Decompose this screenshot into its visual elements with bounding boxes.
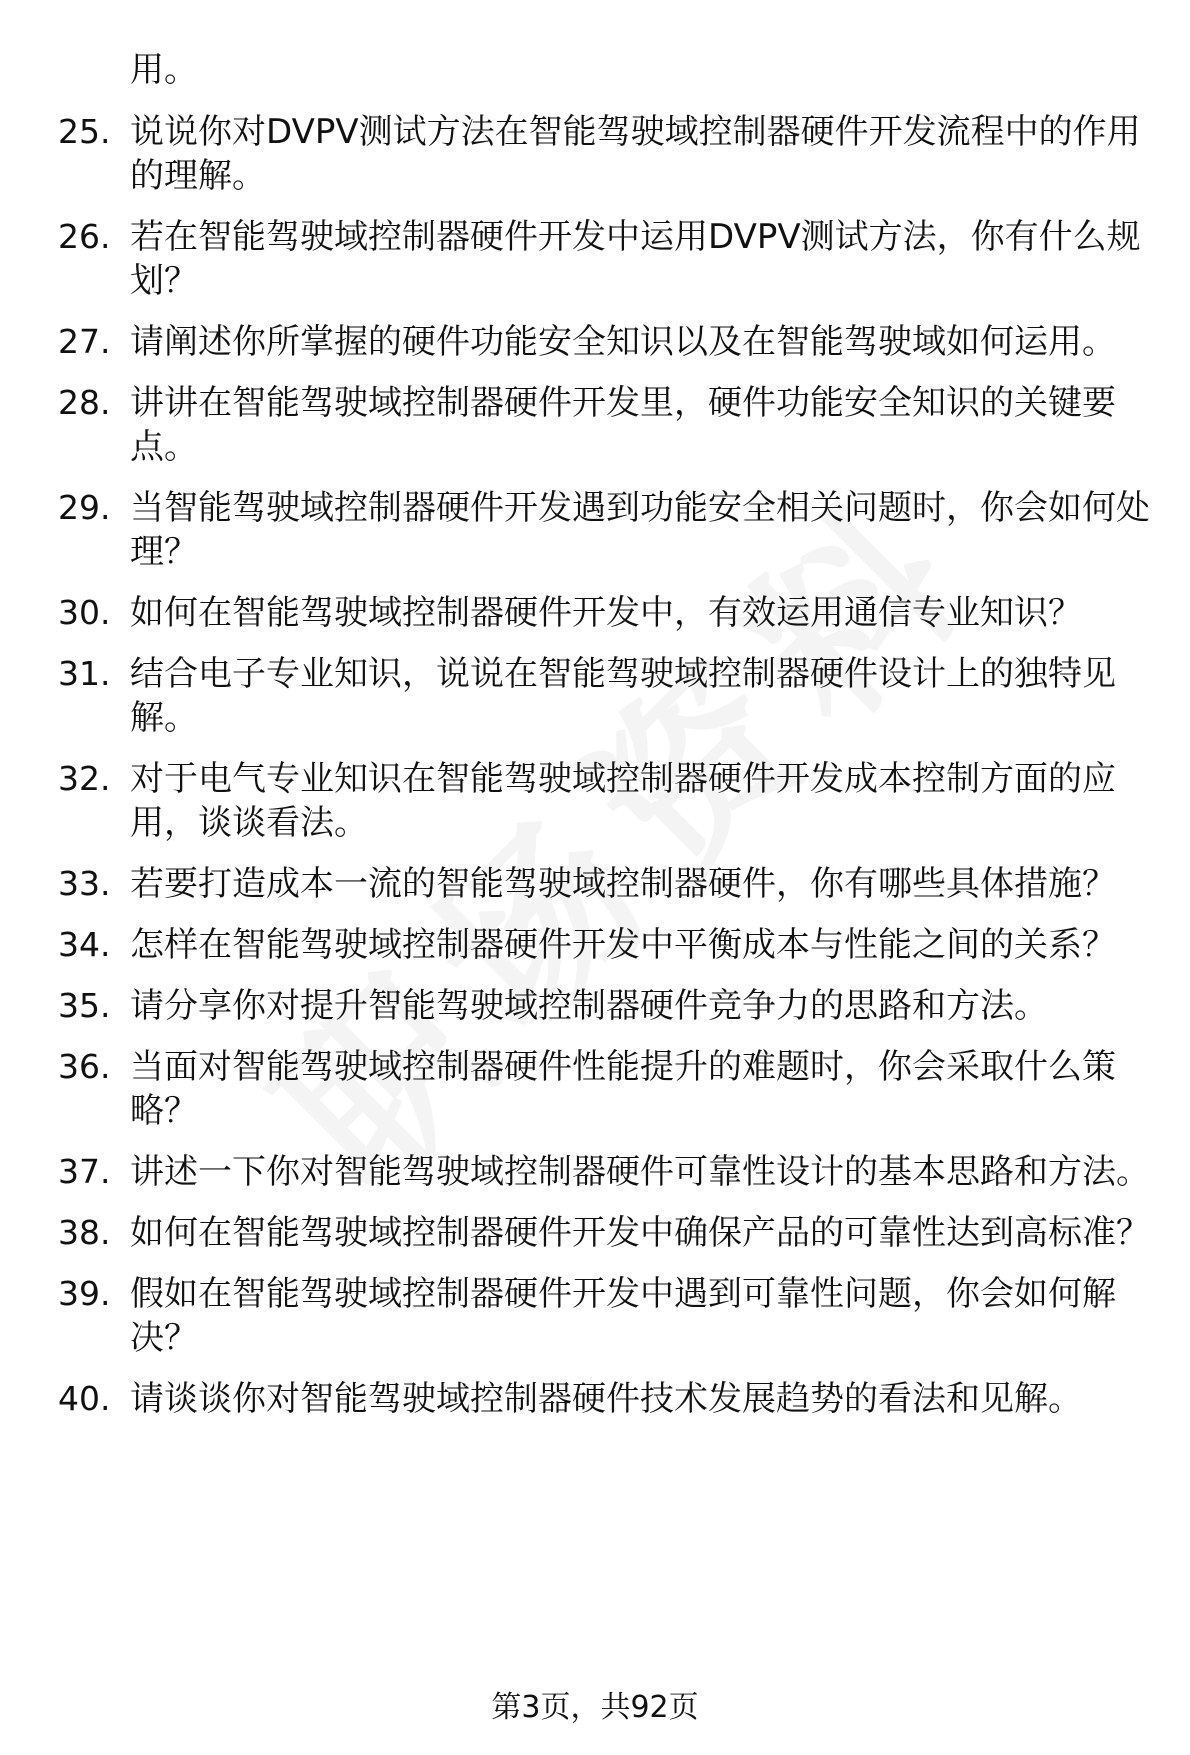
question-number: 33. bbox=[58, 864, 111, 903]
question-text: 若要打造成本一流的智能驾驶域控制器硬件，你有哪些具体措施？ bbox=[130, 864, 1116, 904]
question-text: 当智能驾驶域控制器硬件开发遇到功能安全相关问题时，你会如何处理？ bbox=[130, 488, 1150, 572]
list-item bbox=[0, 110, 1190, 198]
list-item bbox=[0, 923, 1190, 967]
question-text: 请谈谈你对智能驾驶域控制器硬件技术发展趋势的看法和见解。 bbox=[130, 1379, 1082, 1419]
list-item bbox=[0, 1272, 1190, 1360]
question-text: 请阐述你所掌握的硬件功能安全知识以及在智能驾驶域如何运用。 bbox=[130, 322, 1116, 362]
list-item bbox=[0, 652, 1190, 740]
list-item bbox=[0, 320, 1190, 364]
question-text: 请分享你对提升智能驾驶域控制器硬件竞争力的思路和方法。 bbox=[130, 986, 1048, 1026]
list-item bbox=[0, 486, 1190, 574]
question-text: 结合电子专业知识，说说在智能驾驶域控制器硬件设计上的独特见解。 bbox=[130, 654, 1116, 738]
question-text: 假如在智能驾驶域控制器硬件开发中遇到可靠性问题，你会如何解决？ bbox=[130, 1274, 1116, 1358]
question-number: 31. bbox=[58, 654, 111, 693]
question-text: 若在智能驾驶域控制器硬件开发中运用DVPV测试方法，你有什么规划？ bbox=[130, 217, 1141, 301]
question-number: 34. bbox=[58, 925, 111, 964]
list-item bbox=[0, 215, 1190, 303]
list-item bbox=[0, 1211, 1190, 1255]
question-number: 35. bbox=[58, 986, 111, 1025]
question-number: 26. bbox=[58, 217, 111, 256]
page-footer: 第3页，共92页 bbox=[491, 1690, 699, 1725]
question-text: 当面对智能驾驶域控制器硬件性能提升的难题时，你会采取什么策略？ bbox=[130, 1047, 1116, 1131]
question-text: 如何在智能驾驶域控制器硬件开发中确保产品的可靠性达到高标准？ bbox=[130, 1213, 1150, 1253]
list-item bbox=[0, 1045, 1190, 1133]
list-item bbox=[0, 1150, 1190, 1194]
question-list bbox=[0, 110, 1190, 1438]
question-text: 对于电气专业知识在智能驾驶域控制器硬件开发成本控制方面的应用，谈谈看法。 bbox=[130, 759, 1116, 843]
question-number: 40. bbox=[58, 1379, 111, 1418]
question-number: 36. bbox=[58, 1047, 111, 1086]
question-text: 说说你对DVPV测试方法在智能驾驶域控制器硬件开发流程中的作用的理解。 bbox=[130, 112, 1141, 196]
question-number: 30. bbox=[58, 593, 111, 632]
question-number: 39. bbox=[58, 1274, 111, 1313]
list-item bbox=[0, 984, 1190, 1028]
question-text: 如何在智能驾驶域控制器硬件开发中，有效运用通信专业知识？ bbox=[130, 593, 1082, 633]
list-item bbox=[0, 1377, 1190, 1421]
question-text: 讲讲在智能驾驶域控制器硬件开发里，硬件功能安全知识的关键要点。 bbox=[130, 383, 1116, 467]
list-item bbox=[0, 757, 1190, 845]
list-item bbox=[0, 862, 1190, 906]
question-number: 25. bbox=[58, 112, 111, 151]
question-text: 怎样在智能驾驶域控制器硬件开发中平衡成本与性能之间的关系？ bbox=[130, 925, 1116, 965]
question-number: 38. bbox=[58, 1213, 111, 1252]
question-number: 37. bbox=[58, 1152, 111, 1191]
question-number: 27. bbox=[58, 322, 111, 361]
list-item bbox=[0, 381, 1190, 469]
question-text: 讲述一下你对智能驾驶域控制器硬件可靠性设计的基本思路和方法。 bbox=[130, 1152, 1150, 1192]
question-number: 28. bbox=[58, 383, 111, 422]
list-item bbox=[0, 591, 1190, 635]
continuation-text: 用。 bbox=[130, 50, 198, 90]
question-number: 32. bbox=[58, 759, 111, 798]
question-number: 29. bbox=[58, 488, 111, 527]
